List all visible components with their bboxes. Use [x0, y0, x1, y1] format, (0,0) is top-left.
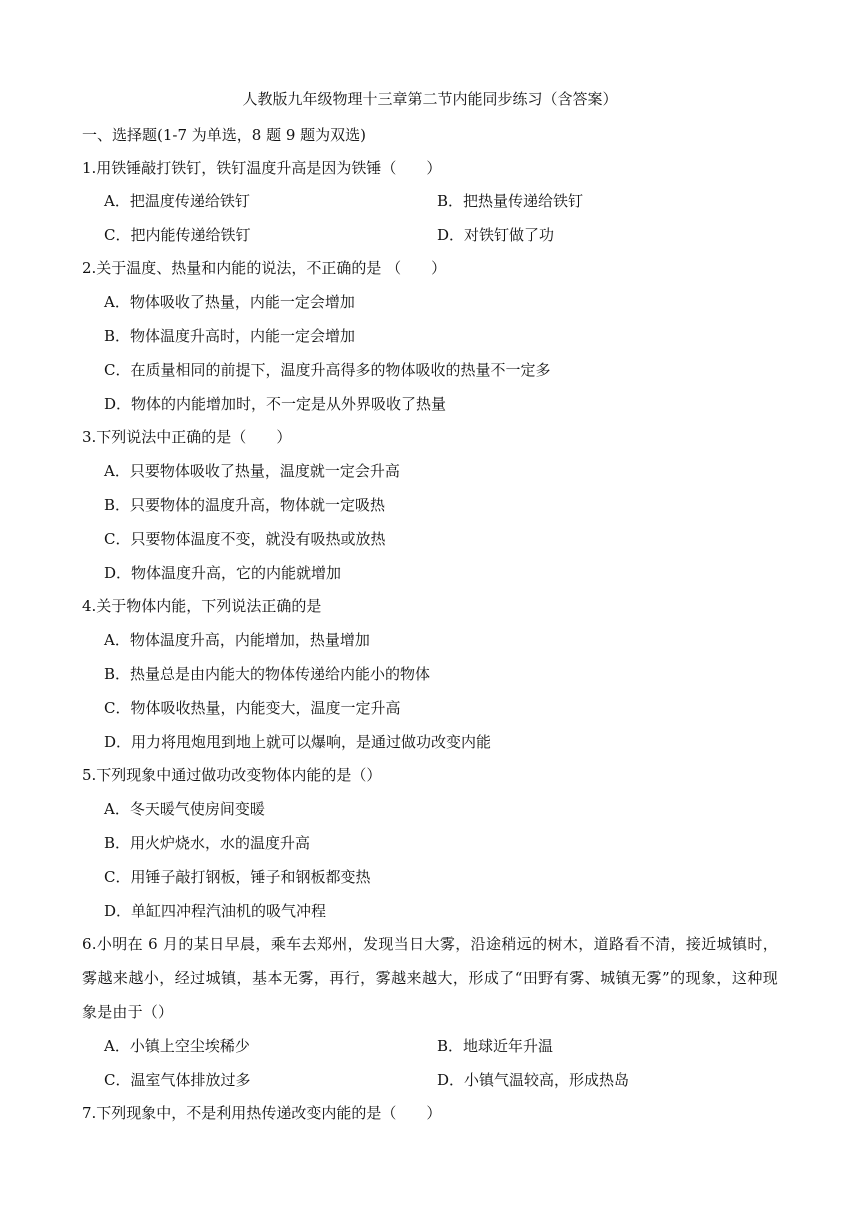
question-1-option-a: A．把温度传递给铁钉: [104, 192, 250, 210]
question-4-stem: 4.关于物体内能，下列说法正确的是: [82, 597, 322, 615]
section-heading: 一、选择题(1-7 为单选，8 题 9 题为双选): [82, 126, 367, 144]
question-3-option-c: C．只要物体温度不变，就没有吸热或放热: [104, 530, 386, 548]
question-1-option-c: C．把内能传递给铁钉: [104, 226, 251, 244]
question-5-option-a: A．冬天暖气使房间变暖: [104, 800, 265, 818]
question-4-option-c: C．物体吸收热量，内能变大，温度一定升高: [104, 699, 401, 717]
question-5-stem: 5.下列现象中通过做功改变物体内能的是（）: [82, 766, 382, 784]
question-3-option-b: B．只要物体的温度升高，物体就一定吸热: [104, 496, 386, 514]
question-5-option-b: B．用火炉烧水，水的温度升高: [104, 834, 311, 852]
question-6-option-a: A．小镇上空尘埃稀少: [104, 1037, 250, 1055]
question-4-option-d: D．用力将甩炮甩到地上就可以爆响，是通过做功改变内能: [104, 733, 492, 751]
question-7-stem: 7.下列现象中，不是利用热传递改变内能的是（ ）: [82, 1104, 442, 1122]
question-3-option-d: D．物体温度升高，它的内能就增加: [104, 564, 342, 582]
document-title: 人教版九年级物理十三章第二节内能同步练习（含答案）: [242, 90, 618, 108]
question-5-option-d: D．单缸四冲程汽油机的吸气冲程: [104, 902, 327, 920]
question-6-option-c: C．温室气体排放过多: [104, 1071, 251, 1089]
question-4-option-a: A．物体温度升高，内能增加，热量增加: [104, 631, 370, 649]
question-6-option-d: D．小镇气温较高，形成热岛: [437, 1071, 630, 1089]
question-5-option-c: C．用锤子敲打钢板，锤子和钢板都变热: [104, 868, 371, 886]
question-2-option-a: A．物体吸收了热量，内能一定会增加: [104, 293, 355, 311]
question-3-option-a: A．只要物体吸收了热量，温度就一定会升高: [104, 462, 400, 480]
question-2-option-c: C．在质量相同的前提下，温度升高得多的物体吸收的热量不一定多: [104, 361, 551, 379]
question-2-stem: 2.关于温度、热量和内能的说法，不正确的是 （ ）: [82, 259, 447, 277]
question-6-option-b: B．地球近年升温: [437, 1037, 554, 1055]
question-2-option-b: B．物体温度升高时，内能一定会增加: [104, 327, 356, 345]
question-4-option-b: B．热量总是由内能大的物体传递给内能小的物体: [104, 665, 431, 683]
question-2-option-d: D．物体的内能增加时，不一定是从外界吸收了热量: [104, 395, 447, 413]
question-6-stem: 6.小明在 6 月的某日早晨，乘车去郑州，发现当日大雾，沿途稍远的树木，道路看不清，接近城镇时，雾越来越小，经过城镇，基本无雾，再行，雾越来越大，形成了“田野有雾、城镇无雾”的现象，这种现象是由于（）: [82, 935, 778, 1021]
question-1-option-d: D．对铁钉做了功: [437, 226, 555, 244]
question-3-stem: 3.下列说法中正确的是（ ）: [82, 428, 292, 446]
question-1-stem: 1.用铁锤敲打铁钉，铁钉温度升高是因为铁锤（ ）: [82, 159, 442, 177]
question-1-option-b: B．把热量传递给铁钉: [437, 192, 584, 210]
